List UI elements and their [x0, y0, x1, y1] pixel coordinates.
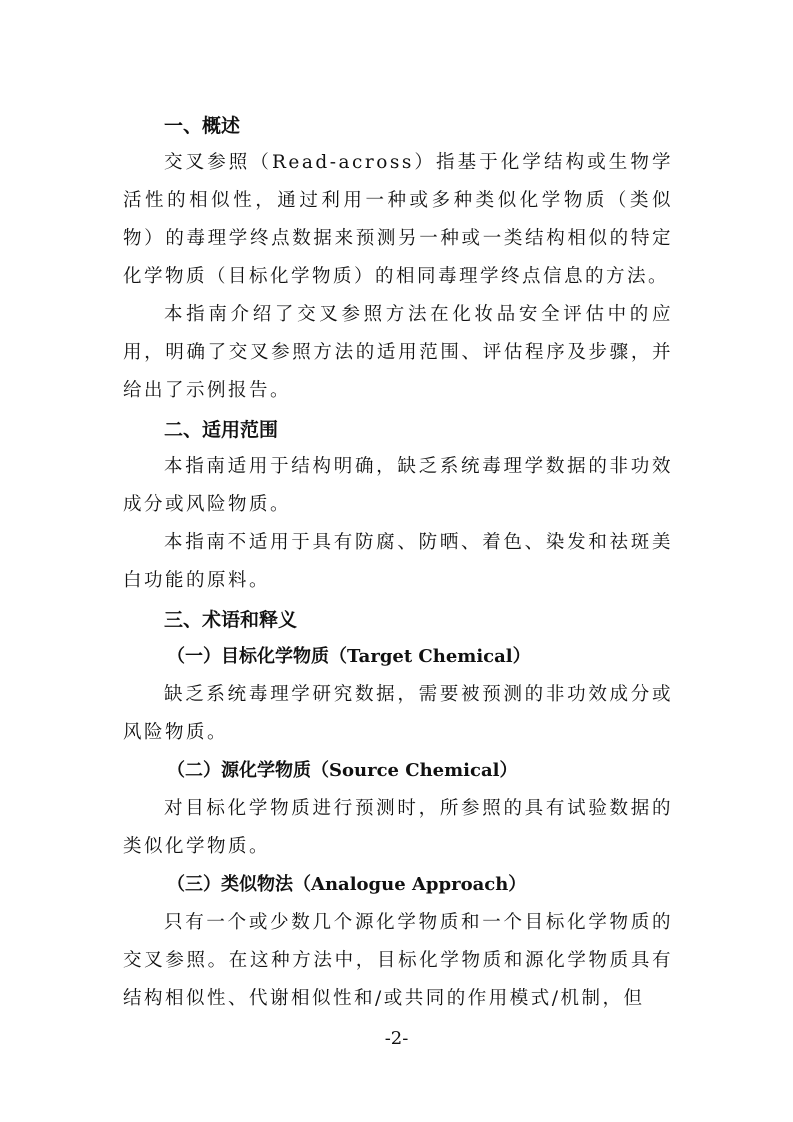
term-heading-analogue-approach: （三）类似物法（Analogue Approach）: [167, 874, 527, 895]
paragraph-guide-intro: 本指南介绍了交叉参照方法在化妆品安全评估中的应用，明确了交叉参照方法的适用范围、评估程序及步骤，并给出了示例报告。: [123, 304, 673, 401]
term-heading-target-chemical: （一）目标化学物质（Target Chemical）: [167, 646, 531, 667]
document-body: [123, 108, 673, 1018]
paragraph-scope-applies: 本指南适用于结构明确，缺乏系统毒理学数据的非功效成分或风险物质。: [123, 456, 673, 515]
term-text-target-chemical: 缺乏系统毒理学研究数据，需要被预测的非功效成分或风险物质。: [123, 684, 673, 743]
page-number: -2-: [384, 1028, 409, 1049]
paragraph-definition: 交叉参照（Read-across）指基于化学结构或生物学活性的相似性，通过利用一种或多种类似化学物质（类似物）的毒理学终点数据来预测另一种或一类结构相似的特定化学物质（目标化学物质）的相同毒理学终点信息的方法。: [123, 152, 673, 287]
term-text-source-chemical: 对目标化学物质进行预测时，所参照的具有试验数据的类似化学物质。: [123, 798, 673, 857]
section-heading-scope: 二、适用范围: [164, 419, 279, 441]
term-heading-source-chemical: （二）源化学物质（Source Chemical）: [167, 760, 518, 781]
section-heading-terms: 三、术语和释义: [164, 609, 298, 631]
paragraph-scope-excludes: 本指南不适用于具有防腐、防晒、着色、染发和祛斑美白功能的原料。: [123, 532, 673, 591]
section-heading-overview: 一、概述: [164, 115, 241, 137]
term-text-analogue-approach: 只有一个或少数几个源化学物质和一个目标化学物质的交叉参照。在这种方法中，目标化学物质和源化学物质具有结构相似性、代谢相似性和/或共同的作用模式/机制，但: [123, 912, 673, 1009]
